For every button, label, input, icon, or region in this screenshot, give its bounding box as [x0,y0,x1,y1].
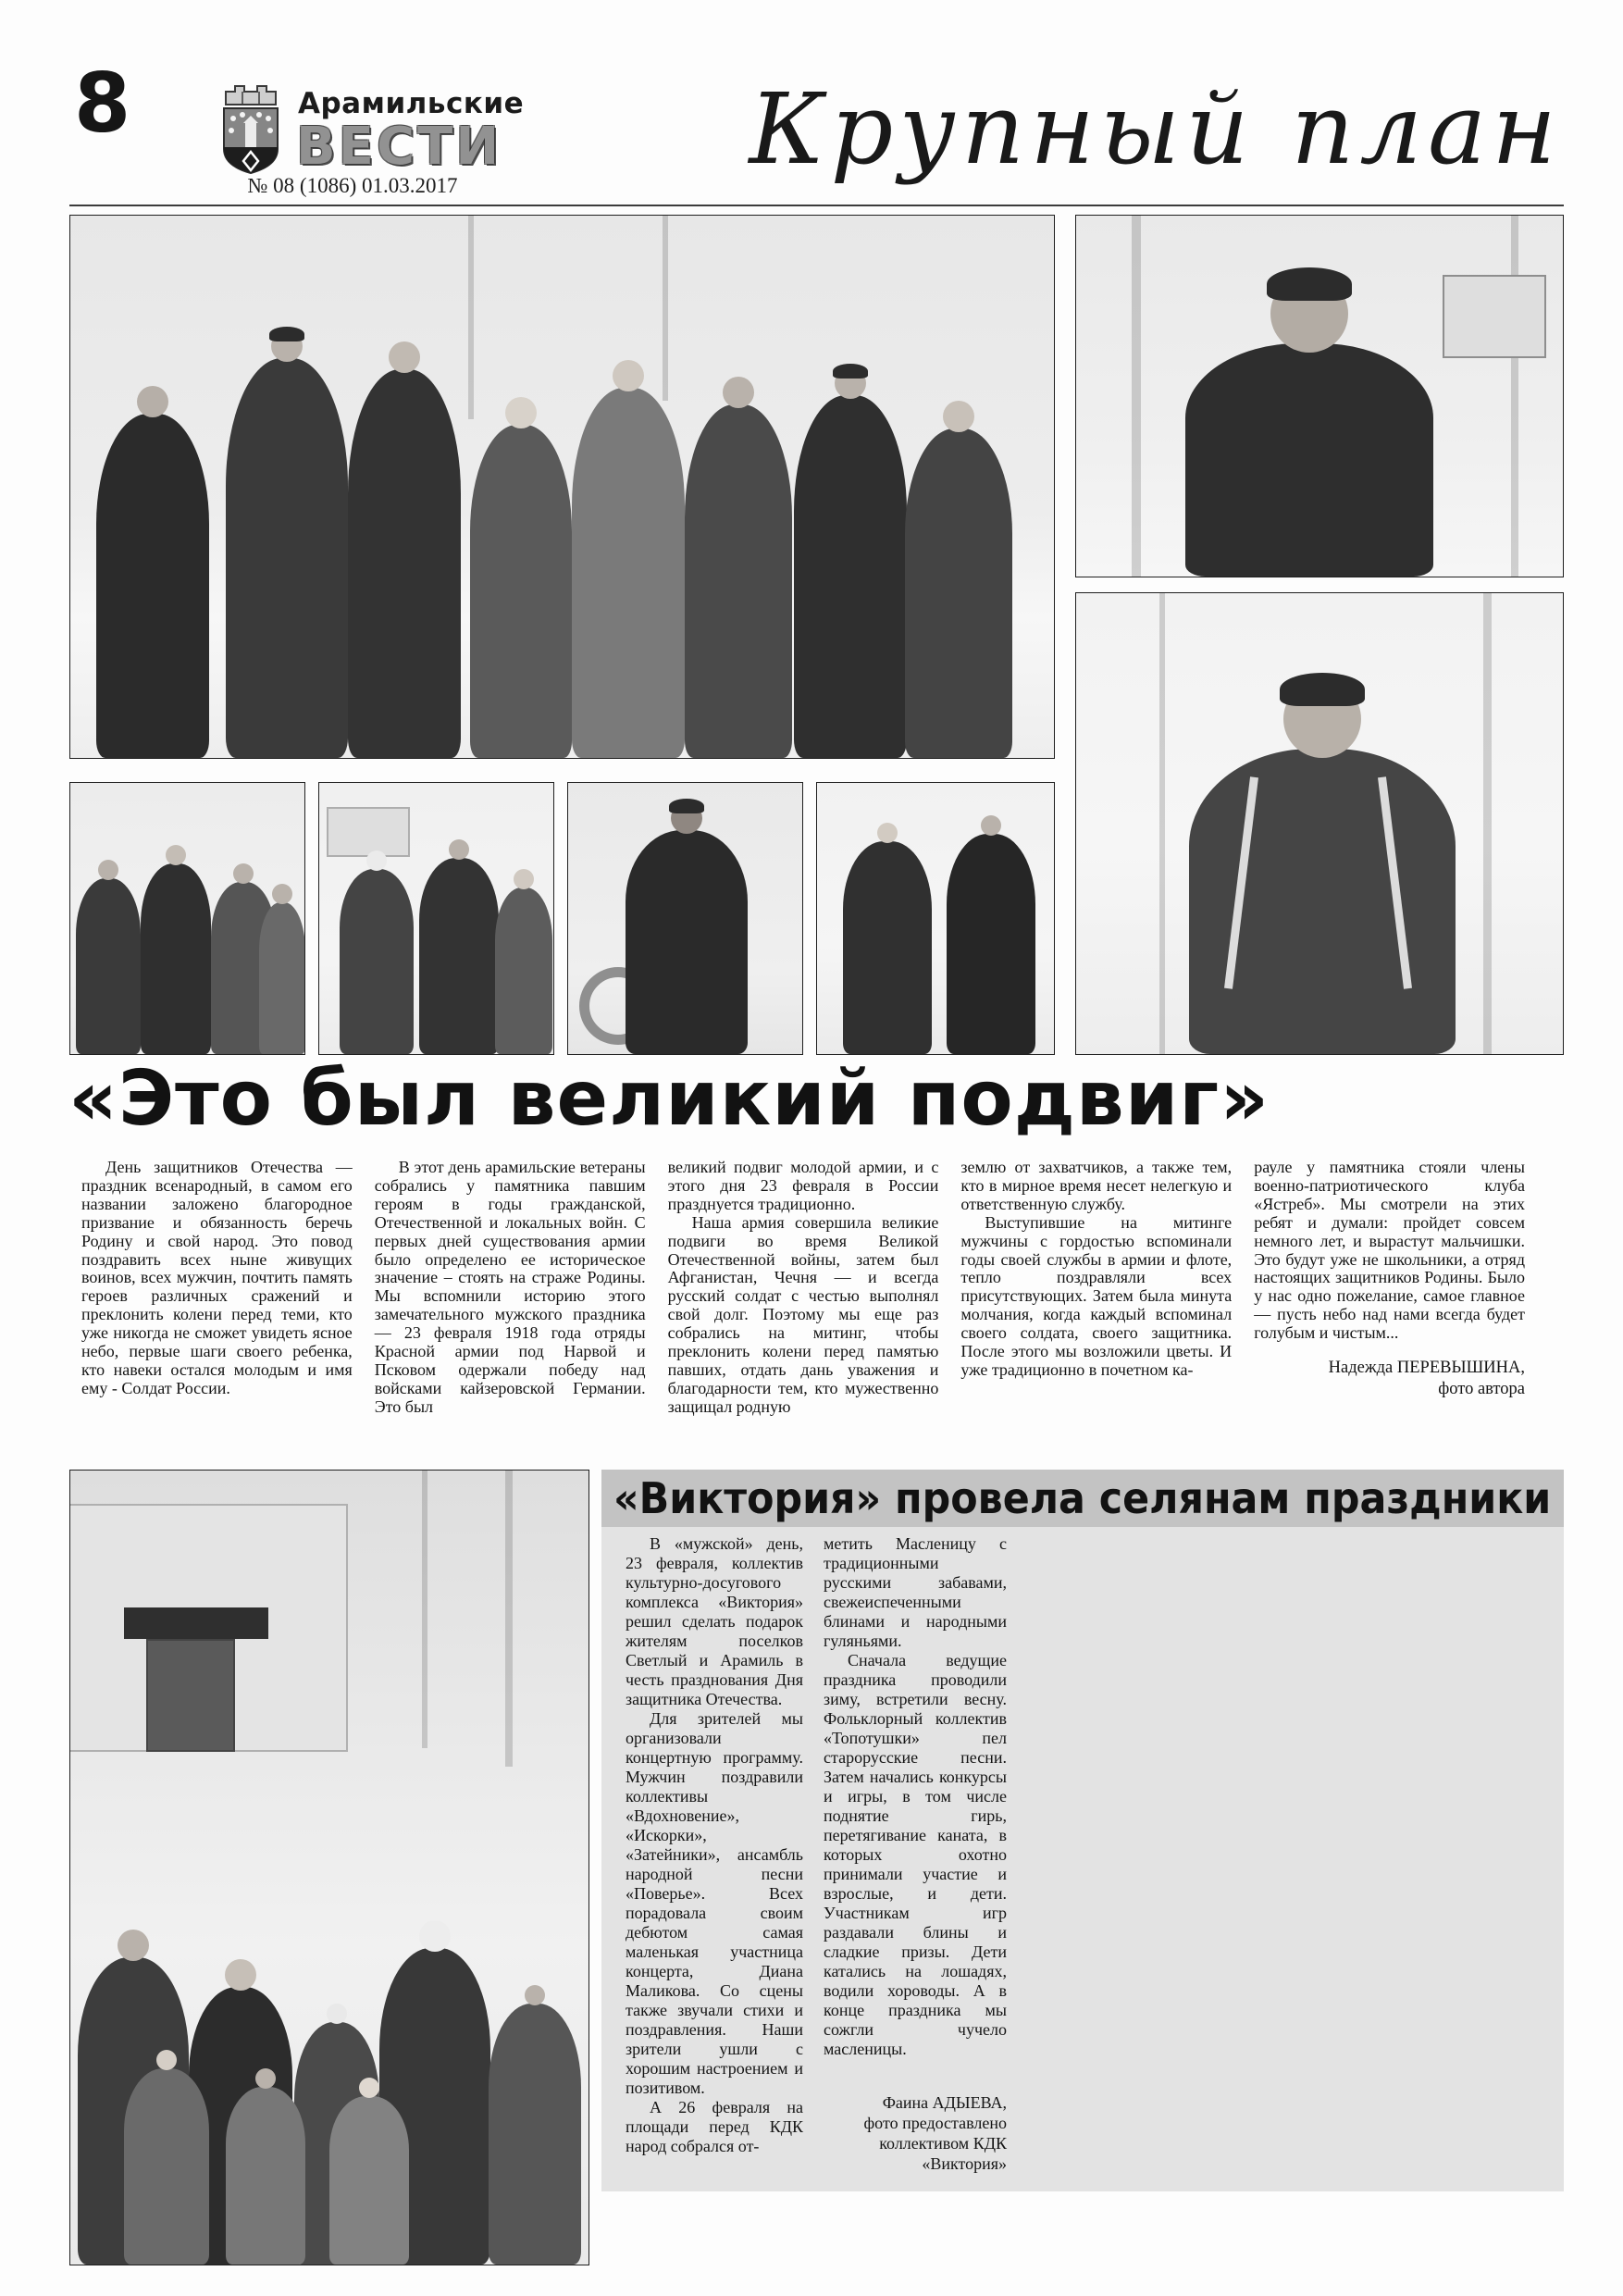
article2-headline-bar [601,1470,1564,1527]
tree-trunk [1132,216,1141,577]
issue-line: № 08 (1086) 01.03.2017 [247,174,458,197]
photo-man-wreath [567,782,803,1055]
figure-person [572,388,685,758]
figure-person [226,358,348,758]
byline-author: Фаина АДЫЕВА, [882,2093,1007,2112]
figure-person [141,863,211,1054]
paragraph: В «мужской» день, 23 февраля, коллектив культурно-досугового комплекса «Виктория» решил сделать подарок жителям поселков Светлый и Арамиль в честь празднования Дня защитника Отечества. [626,1534,803,1708]
photo-memorial-crowd [69,215,1055,759]
paragraph: великий подвиг молодой армии, и с этого дня 23 февраля в России празднуется традиционно. [667,1158,939,1213]
figure-veteran [1185,343,1433,577]
figure-person [905,428,1012,758]
figure-person [76,878,141,1054]
article1-headline: «Это был великий подвиг» [68,1055,1270,1143]
paragraph: метить Масленицу с традиционными русскими забавами, свежеиспеченными блинами и народными гуляньями. [824,1534,1007,1650]
figure-person [685,404,792,758]
photo-holiday-crowd [69,1470,589,2265]
figure-child [124,2068,209,2265]
photo-veteran-cap [1075,215,1564,577]
byline-credit: фото предоставлено коллективом КДК «Виктория» [863,2114,1007,2173]
paragraph: рауле у памятника стояли члены военно-патриотического клуба «Ястреб». Мы смотрели на этих ребят и думали: пройдет совсем немного лет, и вырастут мальчишки. Это будут уже не школьники, а отряд настоящих защитников Родины. Было у нас одно пожелание, самое главное — пусть небо над нами всегда будет голубым и чистым... [1254,1158,1525,1343]
byline-credit: фото автора [1438,1380,1525,1399]
article1-column-3 [668,1159,939,1417]
byline-author: Надежда ПЕРЕВЫШИНА, [1328,1359,1525,1378]
header-rule [69,205,1564,206]
tree-trunk [1483,593,1492,1055]
section-title: Крупный план [749,72,1562,186]
figure-person [843,841,932,1054]
paragraph: Наша армия совершила великие подвиги во время Великой Отечественной войны, затем был Афганистан, Чечня — и всегда русский солдат с честью выполнял свой долг. Поэтому мы еще раз собрались на митинг, чтобы преклонить колени перед памятью павших, отдать дань уважения и благодарности тем, кто мужественно защищал родную [667,1212,939,1416]
paragraph: А 26 февраля на площади перед КДК народ собрался от- [626,2098,803,2155]
article1-body [81,1159,1525,1417]
building-door [146,1639,235,1752]
article1-column-5 [1254,1159,1525,1417]
figure-child [226,2087,305,2265]
village-roof [327,807,410,857]
tree-trunk [422,1471,427,1748]
figure-person [419,858,499,1054]
figure-person [495,887,552,1054]
tree-trunk [468,216,474,419]
jacket-stripe [1224,776,1258,988]
article2-column-1 [626,1534,803,2156]
figure-person [626,830,748,1054]
figure-person [794,395,907,758]
paragraph: Выступившие на митинге мужчины с гордостью вспоминали годы своей службы в армии и флоте, тепло поздравляли всех присутствующих. Затем была минута молчания, когда каждый вспоминал своего солдата, своего защитника. После этого мы возложили цветы. И уже традиционно в почетном ка- [960,1212,1233,1379]
figure-person [259,902,305,1054]
paragraph: Для зрителей мы организовали концертную программу. Мужчин поздравили коллективы «Вдохновение», «Искорки», «Затейники», ансамбль народной песни «Поверье». Всех порадовала своим дебютом самая маленькая участница концерта, Диана Маликова. Со сцены также звучали стихи и поздравления. Наши зрители ушли с хорошим настроением и позитивом. [626,1709,803,2097]
photo-women-hats [318,782,554,1055]
jacket-stripe [1378,776,1412,988]
masthead-name-bottom: ВЕСТИ [296,117,502,177]
tree-trunk [1159,593,1165,1055]
article1-column-2 [375,1159,646,1417]
photo-women-group [69,782,305,1055]
memorial-plaque [1443,275,1546,358]
paragraph: В этот день арамильские ветераны собрались у памятника павшим героям в годы гражданской, Отечественной и локальных войн. С первых дней существования армии было определено ее историческое значение – стоять на страже Родины. Мы вспомнили историю этого замечательного мужского праздника — 23 февраля 1918 года отряды Красной армии под Нарвой и Псковом одержали победу над войсками кайзеровской Германии. Это был [374,1158,646,1416]
figure-person [947,834,1035,1054]
photo-couple [816,782,1055,1055]
paragraph: День защитников Отечества — праздник всенародный, в самом его названии заложено благородное призвание и обязанность беречь Родину и свой народ. Это повод поздравить всех ныне живущих воинов, всех мужчин, почтить память героев различных сражений и преклонить колени перед теми, кто уже никогда не сможет увидеть ясное небо, первые шаги своего ребенка, кто навеки остался молодым и имя ему - Солдат России. [81,1158,353,1397]
masthead-name-top: Арамильские [298,87,525,120]
paragraph: землю от захватчиков, а также тем, кто в мирное время несет нелегкую и ответственную службу. [960,1158,1233,1213]
building-awning [124,1607,268,1639]
page-number: 8 [74,56,131,151]
figure-person [340,869,414,1054]
article1-byline [1254,1358,1525,1400]
article2-column-2 [824,1534,1007,2174]
city-crest-icon [215,80,287,178]
figure-child [329,2096,409,2265]
tree-trunk [505,1471,513,1767]
figure-veteran [1189,749,1456,1054]
article1-column-4 [960,1159,1232,1417]
article2-byline [824,2092,1007,2174]
tree-trunk [663,216,668,401]
article2-headline: «Виктория» провела селянам праздники [613,1473,1552,1523]
figure-person [96,414,209,758]
figure-person [470,425,572,758]
figure-person [489,2004,581,2265]
paragraph: Сначала ведущие праздника проводили зиму, встретили весну. Фольклорный коллектив «Топотушки» пел старорусские песни. Затем начались конкурсы и игры, в том числе поднятие гирь, перетягивание каната, в которых охотно принимали участие и взрослые, и дети. Участникам игр раздавали блины и сладкие призы. Дети катались на лошадях, водили хороводы. А в конце праздника мы сожгли чучело масленицы. [824,1651,1007,2058]
photo-veteran-tracksuit [1075,592,1564,1055]
article2 [601,1470,1564,2267]
article1-column-1 [81,1159,353,1417]
tree-trunk [1511,216,1518,577]
figure-person [348,369,461,758]
